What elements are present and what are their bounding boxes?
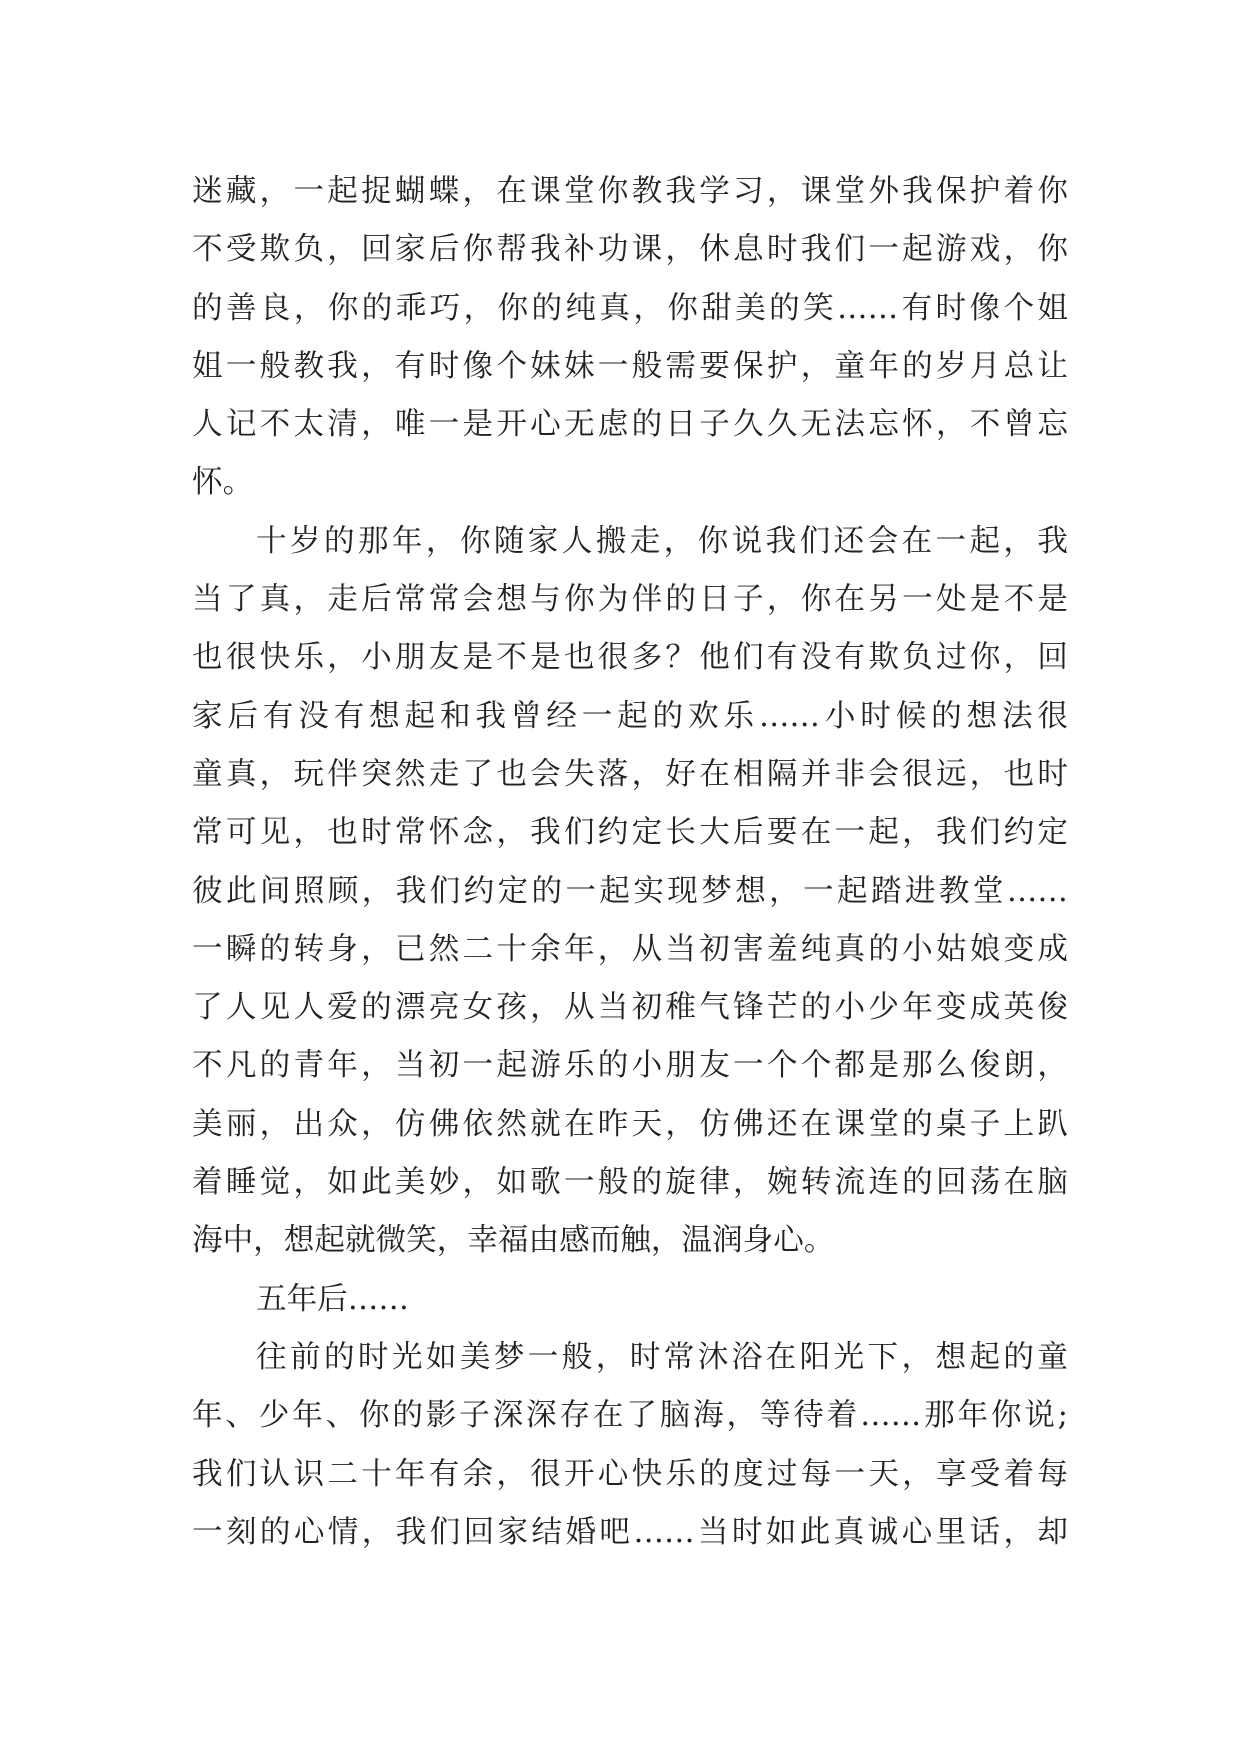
text-line: 怀。 [192, 465, 254, 501]
text-line: 不凡的青年，当初一起游乐的小朋友一个个都是那么俊朗， [192, 1048, 1068, 1084]
text-line: 了人见人爱的漂亮女孩，从当初稚气锋芒的小少年变成英俊 [192, 990, 1068, 1026]
text-line: 美丽，出众，仿佛依然就在昨天，仿佛还在课堂的桌子上趴 [192, 1106, 1068, 1142]
paragraph-first-line: 十岁的那年，你随家人搬走，你说我们还会在一起，我 [256, 523, 1068, 559]
text-line: 彼此间照顾，我们约定的一起实现梦想，一起踏进教堂…… [192, 873, 1068, 909]
text-line: 也很快乐，小朋友是不是也很多？他们有没有欺负过你，回 [192, 640, 1068, 676]
text-line: 迷藏，一起捉蝴蝶，在课堂你教我学习，课堂外我保护着你 [192, 174, 1068, 209]
text-line: 我们认识二十年有余，很开心快乐的度过每一天，享受着每 [192, 1456, 1068, 1492]
text-line: 一瞬的转身，已然二十余年，从当初害羞纯真的小姑娘变成 [192, 931, 1068, 967]
text-line: 人记不太清，唯一是开心无虑的日子久久无法忘怀，不曾忘 [192, 407, 1068, 443]
text-line: 当了真，走后常常会想与你为伴的日子，你在另一处是不是 [192, 582, 1068, 618]
text-line: 年、少年、你的影子深深存在了脑海，等待着……那年你说; [192, 1398, 1068, 1434]
text-line: 常可见，也时常怀念，我们约定长大后要在一起，我们约定 [192, 815, 1068, 851]
text-line: 着睡觉，如此美妙，如歌一般的旋律，婉转流连的回荡在脑 [192, 1165, 1068, 1201]
text-line: 不受欺负，回家后你帮我补功课，休息时我们一起游戏，你 [192, 232, 1068, 268]
text-line: 童真，玩伴突然走了也会失落，好在相隔并非会很远，也时 [192, 756, 1068, 792]
text-line: 家后有没有想起和我曾经一起的欢乐……小时候的想法很 [192, 698, 1068, 734]
paragraph-first-line: 往前的时光如美梦一般，时常沐浴在阳光下，想起的童 [256, 1339, 1068, 1375]
paragraph-first-line: 五年后…… [256, 1281, 409, 1317]
text-line: 的善良，你的乖巧，你的纯真，你甜美的笑……有时像个姐 [192, 290, 1068, 326]
text-line: 海中，想起就微笑，幸福由感而触，温润身心。 [192, 1223, 835, 1259]
body-text [192, 163, 1068, 1562]
text-line: 姐一般教我，有时像个妹妹一般需要保护，童年的岁月总让 [192, 348, 1068, 384]
text-line: 一刻的心情，我们回家结婚吧……当时如此真诚心里话，却 [192, 1514, 1068, 1550]
